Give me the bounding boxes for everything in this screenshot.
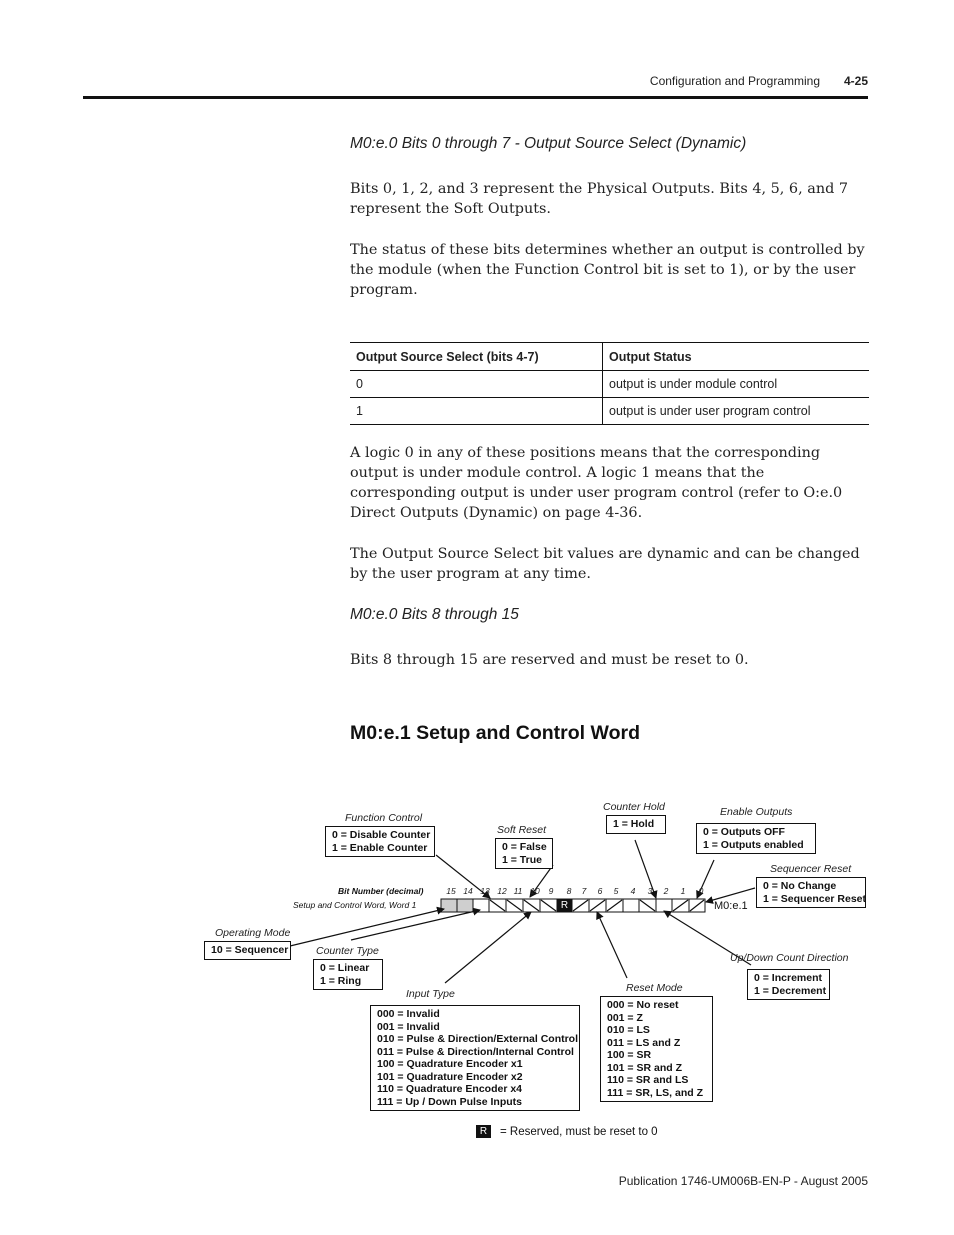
bit-number-11: 11 <box>513 886 523 896</box>
bit-number-10: 10 <box>530 886 540 896</box>
bit-number-0: 0 <box>698 886 704 896</box>
counter-hold-title: Counter Hold <box>603 801 665 813</box>
bit-number-3: 3 <box>647 886 653 896</box>
bit-number-15: 15 <box>446 886 456 896</box>
enable-outputs-box: 0 = Outputs OFF 1 = Outputs enabled <box>696 823 816 854</box>
bit-number-7: 7 <box>581 886 587 896</box>
legend-text: = Reserved, must be reset to 0 <box>500 1126 658 1138</box>
bit-register <box>441 899 705 912</box>
soft-reset-box: 0 = False 1 = True <box>495 838 553 869</box>
text-line: corresponding output is under user program control (refer to O:e.0 <box>350 485 843 501</box>
section-heading-setup-control-word: M0:e.1 Setup and Control Word <box>350 722 640 744</box>
paragraph-reserved-bits: Bits 8 through 15 are reserved and must be reset to 0. <box>350 652 749 668</box>
table-header-cell: Output Source Select (bits 4-7) <box>350 343 603 371</box>
bit-cell-2 <box>656 899 672 912</box>
bit-number-1: 1 <box>680 886 686 896</box>
text-line: The status of these bits determines whether an output is controlled by <box>350 242 865 258</box>
text-line: the module (when the Function Control bit is set to 1), or by the user <box>350 262 856 278</box>
register-label: M0:e.1 <box>714 900 748 912</box>
bit-number-9: 9 <box>548 886 554 896</box>
soft-reset-title: Soft Reset <box>497 824 547 836</box>
bit-cell-15 <box>441 899 457 912</box>
text-line: represent the Soft Outputs. <box>350 201 551 217</box>
bit-cell-14 <box>457 899 473 912</box>
table-cell: output is under module control <box>603 371 870 398</box>
section-heading-output-source: M0:e.0 Bits 0 through 7 - Output Source Select (Dynamic) <box>350 135 747 152</box>
function-control-box: 0 = Disable Counter 1 = Enable Counter <box>325 826 435 857</box>
bit-number-12: 12 <box>497 886 507 896</box>
sequencer-reset-box: 0 = No Change 1 = Sequencer Reset <box>756 877 866 908</box>
counter-hold-box: 1 = Hold <box>606 815 666 834</box>
count-direction-title: Up/Down Count Direction <box>730 952 849 964</box>
bit-number-14: 14 <box>463 886 473 896</box>
bit-cell-13 <box>473 899 489 912</box>
counter-type-title: Counter Type <box>316 945 379 957</box>
text-line: Direct Outputs (Dynamic) on page 4-36. <box>350 505 643 521</box>
counter-type-box: 0 = Linear 1 = Ring <box>313 959 383 990</box>
function-control-title: Function Control <box>345 812 423 824</box>
text-line: The Output Source Select bit values are dynamic and can be changed <box>350 546 860 562</box>
input-type-title: Input Type <box>406 988 455 1000</box>
text-line: program. <box>350 282 418 298</box>
header-title: Configuration and Programming <box>649 74 820 88</box>
table-header-cell: Output Status <box>603 343 870 371</box>
reserved-mark: R <box>560 900 569 911</box>
count-direction-box: 0 = Increment 1 = Decrement <box>747 969 830 1000</box>
leader-counter-type <box>351 910 480 940</box>
text-line: A logic 0 in any of these positions means that the corresponding <box>350 445 821 461</box>
sequencer-reset-title: Sequencer Reset <box>770 863 852 875</box>
text-line: Bits 0, 1, 2, and 3 represent the Physical Outputs. Bits 4, 5, 6, and 7 <box>350 181 849 197</box>
input-type-box: 000 = Invalid 001 = Invalid 010 = Pulse & Direction/External Control 011 = Pulse & Direction/Internal Control 100 = Quadrature Encoder x1 101 = Quadrature Encoder x2 110 = Quadrature Encoder x4 111 = Up / Down Pulse Inputs <box>370 1005 580 1111</box>
text-line: output is under module control. A logic 1 means that the <box>350 465 765 481</box>
operating-mode-title: Operating Mode <box>215 927 291 939</box>
bit-number-5: 5 <box>613 886 619 896</box>
page-footer: Publication 1746-UM006B-EN-P - August 2005 <box>618 1174 868 1188</box>
text-line: by the user program at any time. <box>350 566 591 582</box>
bit-number-6: 6 <box>597 886 603 896</box>
reset-mode-box: 000 = No reset 001 = Z 010 = LS 011 = LS and Z 100 = SR 101 = SR and Z 110 = SR and LS 111 = SR, LS, and Z <box>600 996 713 1102</box>
table-cell: 0 <box>350 371 603 398</box>
legend-reserved-mark: R <box>479 1126 488 1137</box>
bit-number-4: 4 <box>630 886 636 896</box>
bit-cell-4 <box>623 899 639 912</box>
word-label: Setup and Control Word, Word 1 <box>293 900 417 910</box>
table-cell: 1 <box>350 398 603 425</box>
section-heading-bits-8-15: M0:e.0 Bits 8 through 15 <box>350 606 519 623</box>
header-page-number: 4-25 <box>843 74 868 88</box>
leader-operating-mode <box>290 909 444 946</box>
reset-mode-title: Reset Mode <box>626 982 683 994</box>
bit-number-8: 8 <box>566 886 572 896</box>
leader-input-type <box>445 912 531 983</box>
enable-outputs-title: Enable Outputs <box>720 806 793 818</box>
table-cell: output is under user program control <box>603 398 870 425</box>
bit-number-13: 13 <box>480 886 490 896</box>
operating-mode-box: 10 = Sequencer <box>204 941 291 960</box>
leader-reset-mode <box>597 912 627 978</box>
bit-number-label: Bit Number (decimal) <box>338 886 424 896</box>
bit-number-2: 2 <box>663 886 669 896</box>
